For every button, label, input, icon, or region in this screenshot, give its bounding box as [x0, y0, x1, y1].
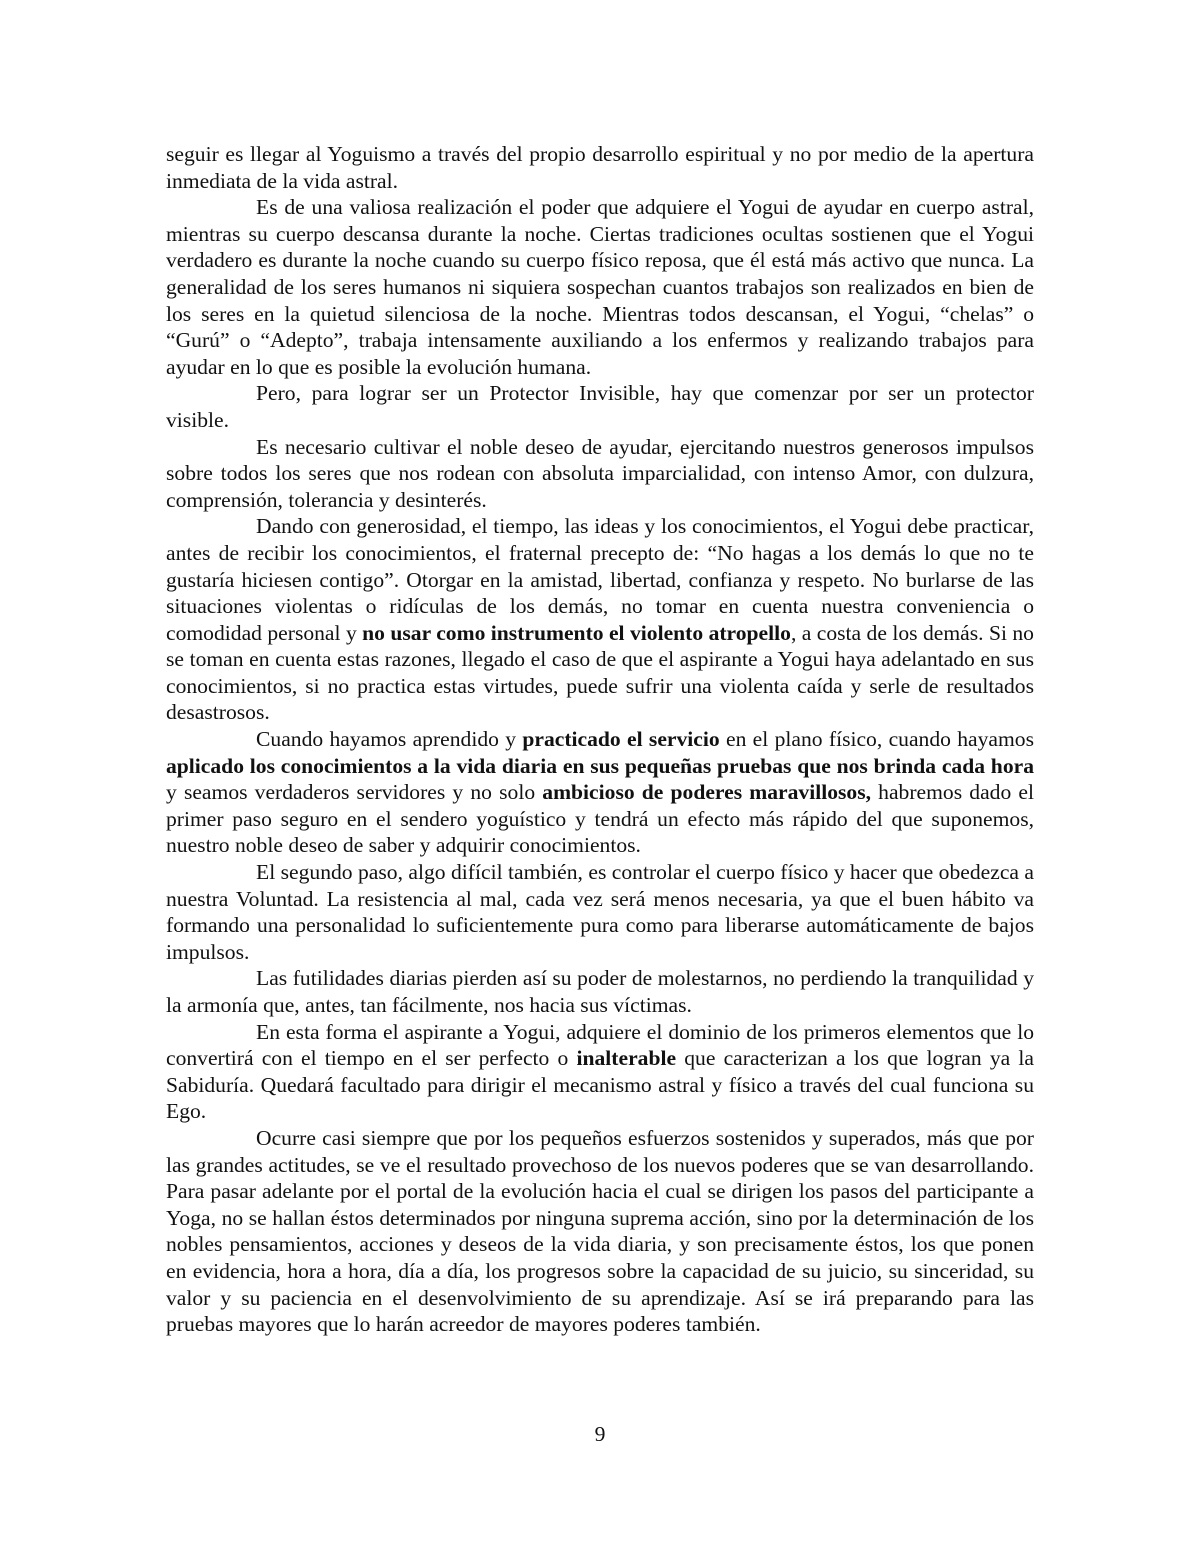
paragraph — [166, 1125, 1034, 1338]
bold-text-run: aplicado los conocimientos a la vida diaria en sus pequeñas pruebas que nos brinda cada hora — [166, 753, 1034, 778]
paragraph — [166, 859, 1034, 965]
text-run: Pero, para lograr ser un Protector Invisible, hay que comenzar por ser un protector visible. — [166, 381, 1034, 432]
text-run: Dando con generosidad, el tiempo, las ideas y los conocimientos, el Yogui debe practicar, antes de recibir los conocimientos, el fraternal precepto de: “No hagas a los demás lo que no te gustaría hiciesen contigo”. Otorgar en la amistad, libertad, confianza y respeto. No burlarse de las situaciones violentas o ridículas de los demás, no tomar en cuenta nuestra conveniencia o comodidad personal y — [166, 514, 1034, 645]
paragraph — [166, 434, 1034, 514]
bold-text-run: ambicioso de poderes maravillosos, — [542, 780, 872, 805]
text-run: que caracterizan a los que logran ya la Sabiduría. Quedará facultado para dirigir el mecanismo astral y físico a través del cual funciona su Ego. — [166, 1046, 1034, 1124]
paragraph — [166, 194, 1034, 380]
text-run: Es necesario cultivar el noble deseo de ayudar, ejercitando nuestros generosos impulsos sobre todos los seres que nos rodean con absoluta imparcialidad, con intenso Amor, con dulzura, comprensión, tolerancia y desinterés. — [166, 434, 1034, 512]
text-run: , a costa de los demás. Si no se toman en cuenta estas razones, llegado el caso de que el aspirante a Yogui haya adelantado en sus conocimientos, si no practica estas virtudes, puede sufrir una violenta caída y serle de resultados desastrosos. — [166, 620, 1034, 725]
paragraph — [166, 1019, 1034, 1125]
text-run: habremos dado el primer paso seguro en el sendero yoguístico y tendrá un efecto más rápido del que suponemos, nuestro noble deseo de saber y adquirir conocimientos. — [166, 780, 1034, 858]
paragraph — [166, 965, 1034, 1018]
paragraph — [166, 380, 1034, 433]
paragraph — [166, 513, 1034, 726]
paragraph — [166, 726, 1034, 859]
text-run: en el plano físico, cuando hayamos — [719, 727, 1034, 752]
bold-text-run: practicado el servicio — [522, 727, 720, 752]
document-body — [166, 141, 1034, 1338]
text-run: seguir es llegar al Yoguismo a través del propio desarrollo espiritual y no por medio de la apertura inmediata de la vida astral. — [166, 142, 1034, 193]
text-run: Las futilidades diarias pierden así su poder de molestarnos, no perdiendo la tranquilidad y la armonía que, antes, tan fácilmente, nos hacia sus víctimas. — [166, 966, 1034, 1017]
text-run: El segundo paso, algo difícil también, es controlar el cuerpo físico y hacer que obedezca a nuestra Voluntad. La resistencia al mal, cada vez será menos necesaria, ya que el buen hábito va formando una personalidad lo suficientemente pura como para liberarse automáticamente de bajos impulsos. — [166, 860, 1034, 964]
text-run: y seamos verdaderos servidores y no solo — [166, 780, 543, 805]
text-run: En esta forma el aspirante a Yogui, adquiere el dominio de los primeros elementos que lo convertirá con el tiempo en el ser perfecto o — [166, 1019, 1034, 1071]
page-number: 9 — [594, 1422, 606, 1446]
text-run: Ocurre casi siempre que por los pequeños esfuerzos sostenidos y superados, más que por las grandes actitudes, se ve el resultado provechoso de los nuevos poderes que se van desarrollando. Para pasar adelante por el portal de la evolución hacia el cual se dirigen los pasos del participante a Yoga, no se hallan éstos determinados por ninguna suprema acción, sino por la determinación de los nobles pensamientos, acciones y deseos de la vida diaria, y son precisamente éstos, los que ponen en evidencia, hora a hora, día a día, los progresos sobre la capacidad de su juicio, su sinceridad, su valor y su paciencia en el desenvolvimiento de su aprendizaje. Así se irá preparando para las pruebas mayores que lo harán acreedor de mayores poderes también. — [166, 1125, 1034, 1337]
text-run: Es de una valiosa realización el poder que adquiere el Yogui de ayudar en cuerpo astral, mientras su cuerpo descansa durante la noche. Ciertas tradiciones ocultas sostienen que el Yogui verdadero es durante la noche cuando su cuerpo físico reposa, que él está más activo que nunca. La generalidad de los seres humanos ni siquiera sospechan cuantos trabajos son realizados en bien de los seres en la quietud silenciosa de la noche. Mientras todos descansan, el Yogui, “chelas” o “Gurú” o “Adepto”, trabaja intensamente auxiliando a los enfermos y realizando trabajos para ayudar en lo que es posible la evolución humana. — [166, 195, 1034, 379]
bold-text-run: no usar como instrumento el violento atropello — [362, 620, 791, 645]
text-run: Cuando hayamos aprendido y — [256, 727, 523, 752]
paragraph — [166, 141, 1034, 194]
bold-text-run: inalterable — [576, 1046, 677, 1071]
